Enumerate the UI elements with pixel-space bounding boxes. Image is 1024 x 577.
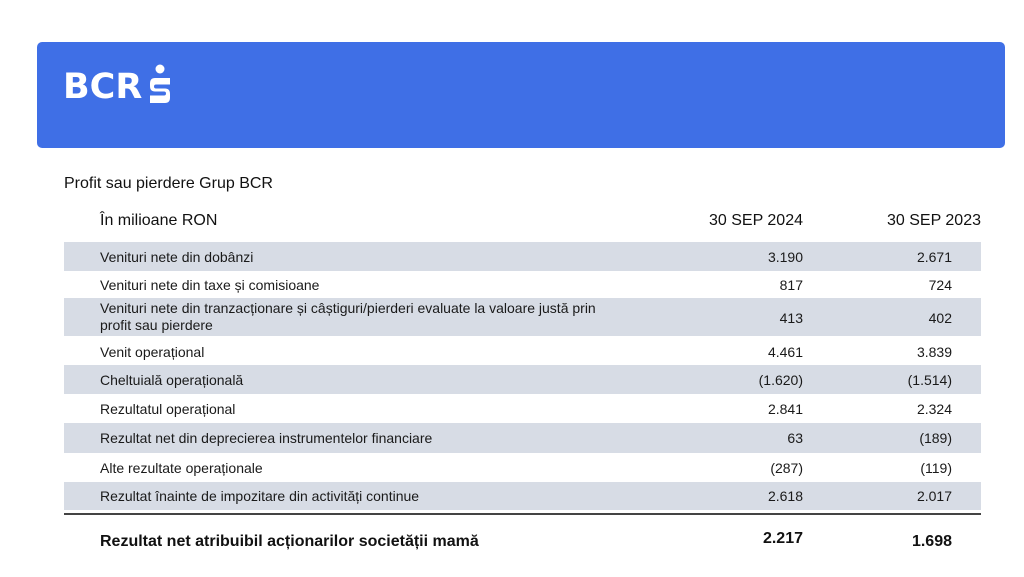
row-label: Venituri nete din tranzacționare și câștiguri/pierderi evaluate la valoare justă prin profit sau pierdere bbox=[100, 300, 596, 333]
bcr-s-mark-icon bbox=[148, 64, 172, 110]
row-value-2024: 3.190 bbox=[767, 249, 803, 265]
total-label: Rezultat net atribuibil acționarilor societății mamă bbox=[100, 533, 479, 550]
row-value-2024: (287) bbox=[770, 460, 803, 476]
row-label: Rezultat net din deprecierea instrumentelor financiare bbox=[100, 430, 433, 446]
row-value-2023: 2.671 bbox=[916, 249, 952, 265]
row-value-2023: 724 bbox=[928, 277, 952, 293]
row-value-2023: (1.514) bbox=[907, 372, 952, 388]
row-value-2023: (119) bbox=[920, 460, 952, 476]
table-row bbox=[64, 453, 981, 482]
table-row bbox=[64, 336, 981, 365]
row-label: Cheltuială operațională bbox=[100, 372, 244, 388]
column-header-2023: 30 SEP 2023 bbox=[886, 212, 981, 229]
row-value-2023: 2.017 bbox=[916, 488, 952, 504]
row-label: Venituri nete din taxe și comisioane bbox=[100, 277, 320, 293]
row-value-2023: (189) bbox=[919, 430, 952, 446]
row-label: Rezultat înainte de impozitare din activități continue bbox=[100, 488, 420, 504]
row-label: Alte rezultate operaționale bbox=[100, 460, 263, 476]
unit-label: În milioane RON bbox=[100, 212, 218, 229]
logo-text: BCR bbox=[63, 67, 143, 107]
row-label: Venit operațional bbox=[100, 344, 205, 360]
row-value-2023: 402 bbox=[928, 310, 952, 326]
total-value-2023: 1.698 bbox=[911, 533, 952, 550]
total-row bbox=[64, 528, 981, 558]
row-value-2024: 2.618 bbox=[767, 488, 803, 504]
header-banner bbox=[37, 42, 1005, 148]
row-value-2024: 63 bbox=[787, 430, 803, 446]
table-divider bbox=[64, 513, 981, 515]
column-header-2024: 30 SEP 2024 bbox=[708, 212, 803, 229]
table-row bbox=[64, 242, 981, 271]
row-value-2023: 2.324 bbox=[916, 401, 952, 417]
table-row bbox=[64, 482, 981, 510]
bcr-logo bbox=[63, 63, 172, 111]
table-row bbox=[64, 394, 981, 423]
table-row bbox=[64, 298, 981, 336]
row-value-2024: (1.620) bbox=[758, 372, 803, 388]
table-row bbox=[64, 271, 981, 298]
row-label: Rezultatul operațional bbox=[100, 401, 236, 417]
table-row bbox=[64, 423, 981, 453]
row-value-2024: 2.841 bbox=[767, 401, 803, 417]
report-title: Profit sau pierdere Grup BCR bbox=[64, 175, 273, 192]
table-row bbox=[64, 365, 981, 394]
row-value-2023: 3.839 bbox=[916, 344, 952, 360]
total-value-2024: 2.217 bbox=[762, 530, 803, 547]
table-header bbox=[64, 208, 981, 236]
row-label: Venituri nete din dobânzi bbox=[100, 249, 254, 265]
row-value-2024: 817 bbox=[779, 277, 803, 293]
row-value-2024: 413 bbox=[779, 310, 803, 326]
row-value-2024: 4.461 bbox=[767, 344, 803, 360]
